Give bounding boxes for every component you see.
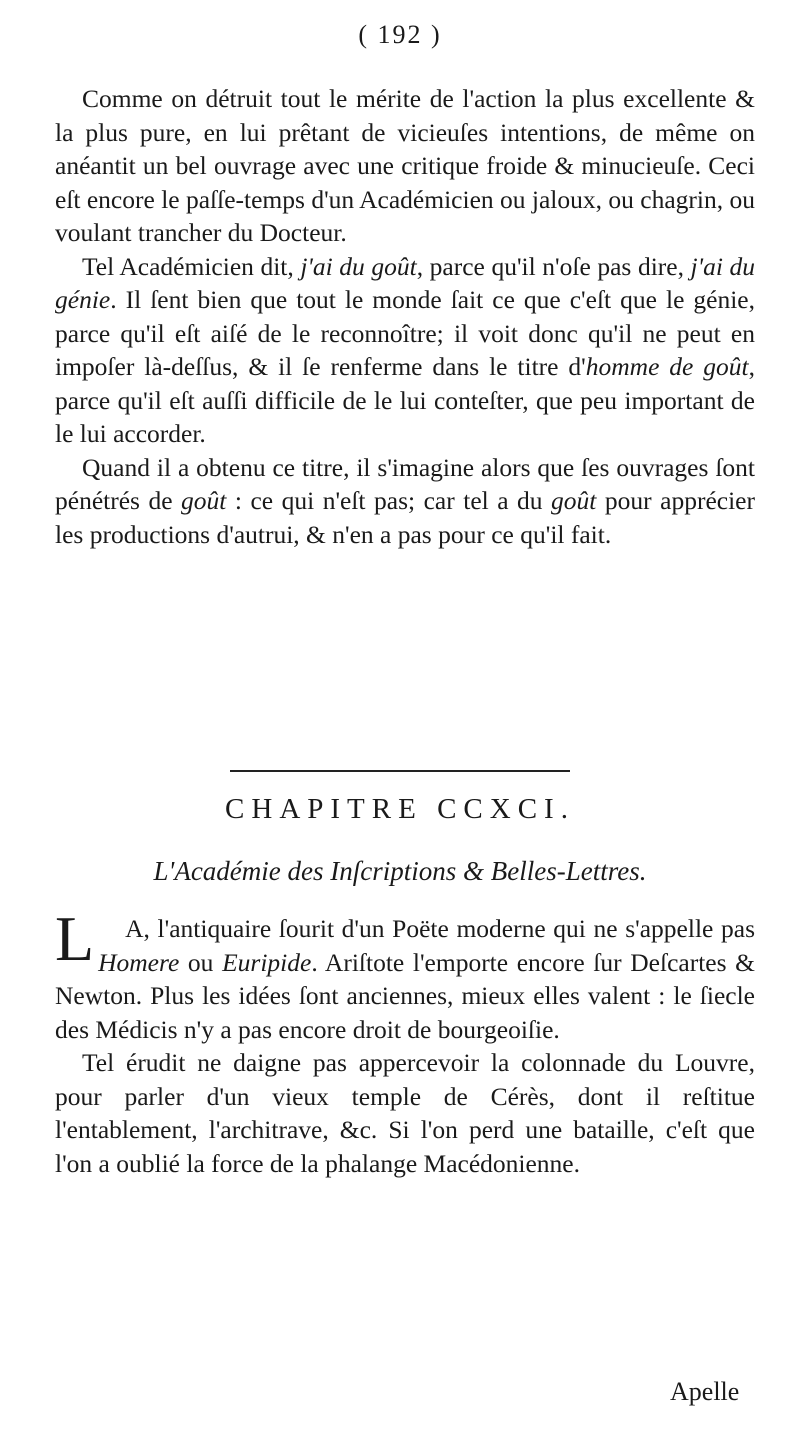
paragraph-2-text-a: Tel Académicien dit,: [82, 251, 301, 281]
catchword: Apelle: [670, 1377, 740, 1406]
drop-cap: L: [55, 903, 95, 974]
paragraph-3-text-b: : ce qui n'eſt pas; car tel a du: [226, 486, 552, 515]
paragraph-4-text-b: ou: [179, 947, 223, 977]
page-number: ( 192 ): [358, 20, 442, 49]
paragraph-4: [55, 903, 755, 1046]
paragraph-4-italic-1: Homere: [98, 947, 180, 977]
paragraph-3-text-c: pour apprécier les productions d'autrui, & n'en a pas pour ce qu'il fait.: [55, 486, 755, 549]
paragraph-4-italic-2: Euripide: [222, 947, 312, 977]
paragraph-3-italic-2: goût: [551, 486, 597, 515]
body-text-bottom: [55, 903, 755, 1180]
body-text-top: [55, 82, 755, 551]
paragraph-1: Comme on détruit tout le mérite de l'action la plus excellente & la plus pure, en lui prêtant de vicieuſes intentions, de même on anéantit un bel ouvrage avec une critique froide & minucieuſe. Ceci eſt encore le paſſe-temps d'un Académicien ou jaloux, ou chagrin, ou voulant trancher du Docteur.: [55, 84, 755, 247]
paragraph-2-italic-1: j'ai du goût: [300, 251, 417, 281]
paragraph-5: Tel érudit ne daigne pas appercevoir la colonnade du Louvre, pour parler d'un vieux temple de Cérès, dont il reſtitue l'entablement, l'architrave, &c. Si l'on perd une bataille, c'eſt que l'on a oublié la force de la phalange Macédonienne.: [55, 1048, 755, 1178]
section-divider: [230, 770, 570, 772]
paragraph-3: [55, 451, 755, 552]
paragraph-2-text-c: . Il ſent bien que tout le monde ſait ce que c'eſt que le génie, parce qu'il eſt aiſé de le reconnoître; il voit donc qu'il ne peut en impoſer là-deſſus, & il ſe renferme dans le titre d': [55, 285, 755, 381]
paragraph-4-text-a: A, l'antiquaire ſourit d'un Poëte moderne qui ne s'appelle pas: [125, 914, 755, 943]
chapter-subtitle: L'Académie des Inſcriptions & Belles-Lettres.: [153, 856, 647, 886]
paragraph-3-text-a: Quand il a obtenu ce titre, il s'imagine alors que ſes ouvrages ſont pénétrés de: [55, 452, 755, 515]
paragraph-2: [55, 250, 755, 451]
paragraph-2-italic-2: j'ai du génie: [55, 251, 755, 314]
paragraph-3-italic-1: goût: [181, 486, 227, 515]
paragraph-2-text-b: , parce qu'il n'oſe pas dire,: [416, 251, 691, 281]
paragraph-4-text-c: . Ariſtote l'emporte encore ſur Deſcartes & Newton. Plus les idées ſont anciennes, mieux elles valent : le ſiecle des Médicis n'y a pas encore droit de bourgeoiſie.: [55, 947, 755, 1044]
paragraph-2-italic-3: homme de goût: [585, 352, 749, 381]
chapter-heading: CHAPITRE CCXCI.: [225, 793, 575, 825]
paragraph-2-text-d: , parce qu'il eſt auſſi difficile de le lui conteſter, que peu important de le lui accorder.: [55, 352, 755, 448]
